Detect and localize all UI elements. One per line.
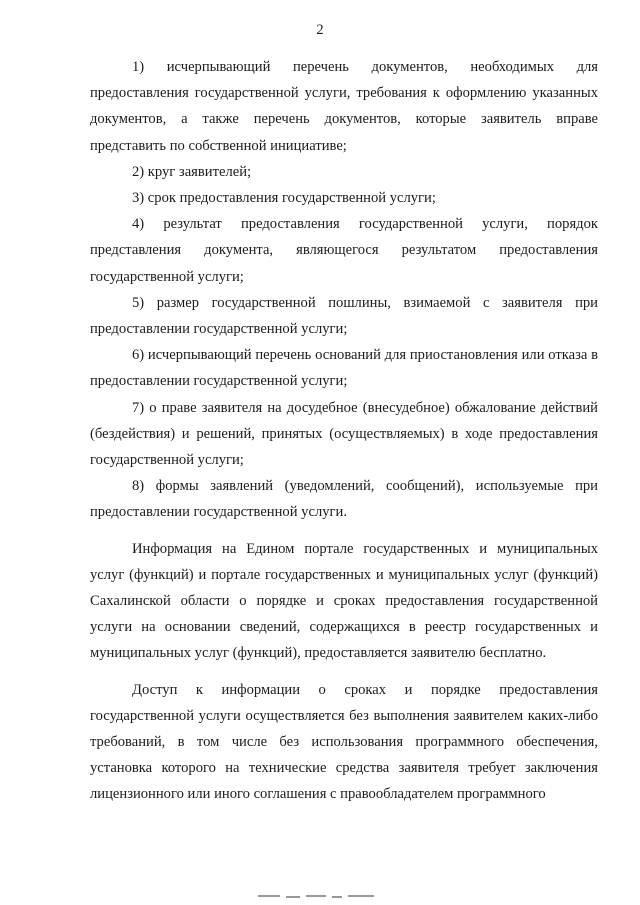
list-item-5: 5) размер государственной пошлины, взимаемой с заявителя при предоставлении государственной услуги; xyxy=(90,294,598,338)
page-number: 2 xyxy=(316,22,324,38)
paragraph-information-free: Информация на Едином портале государственных и муниципальных услуг (функций) и портале государственных и муниципальных услуг (функций) Сахалинской области о порядке и сроках предоставления государственной услуги на основании сведений, содержащихся в реестр государственных и муниципальных услуг (функций), предоставляется заявителю бесплатно. xyxy=(90,540,598,662)
list-item-3: 3) срок предоставления государственной услуги; xyxy=(132,190,436,207)
list-item-1: 1) исчерпывающий перечень документов, необходимых для предоставления государственной услуги, требования к оформлению указанных документов, а также перечень документов, которые заявитель вправе представить по собственной инициативе; xyxy=(90,59,598,154)
scan-artifact-mark xyxy=(258,894,376,899)
list-item-8: 8) формы заявлений (уведомлений, сообщений), используемые при предоставлении государственной услуги. xyxy=(90,478,598,521)
paragraph-access-conditions: Доступ к информации о сроках и порядке предоставления государственной услуги осуществляется без выполнения заявителем каких-либо требований, в том числе без использования программного обеспечения, установка которого на технические средства заявителя требует заключения лицензионного или иного соглашения с правообладателем программного xyxy=(90,681,598,803)
list-item-7: 7) о праве заявителя на досудебное (внесудебное) обжалование действий (бездействия) и решений, принятых (осуществляемых) в ходе предоставления государственной услуги; xyxy=(90,399,598,469)
list-item-2: 2) круг заявителей; xyxy=(132,163,252,180)
document-body xyxy=(90,54,598,808)
list-item-4: 4) результат предоставления государственной услуги, порядок представления документа, являющегося результатом предоставления государственной услуги; xyxy=(90,216,598,285)
list-item-6: 6) исчерпывающий перечень оснований для приостановления или отказа в предоставлении государственной услуги; xyxy=(90,347,598,390)
